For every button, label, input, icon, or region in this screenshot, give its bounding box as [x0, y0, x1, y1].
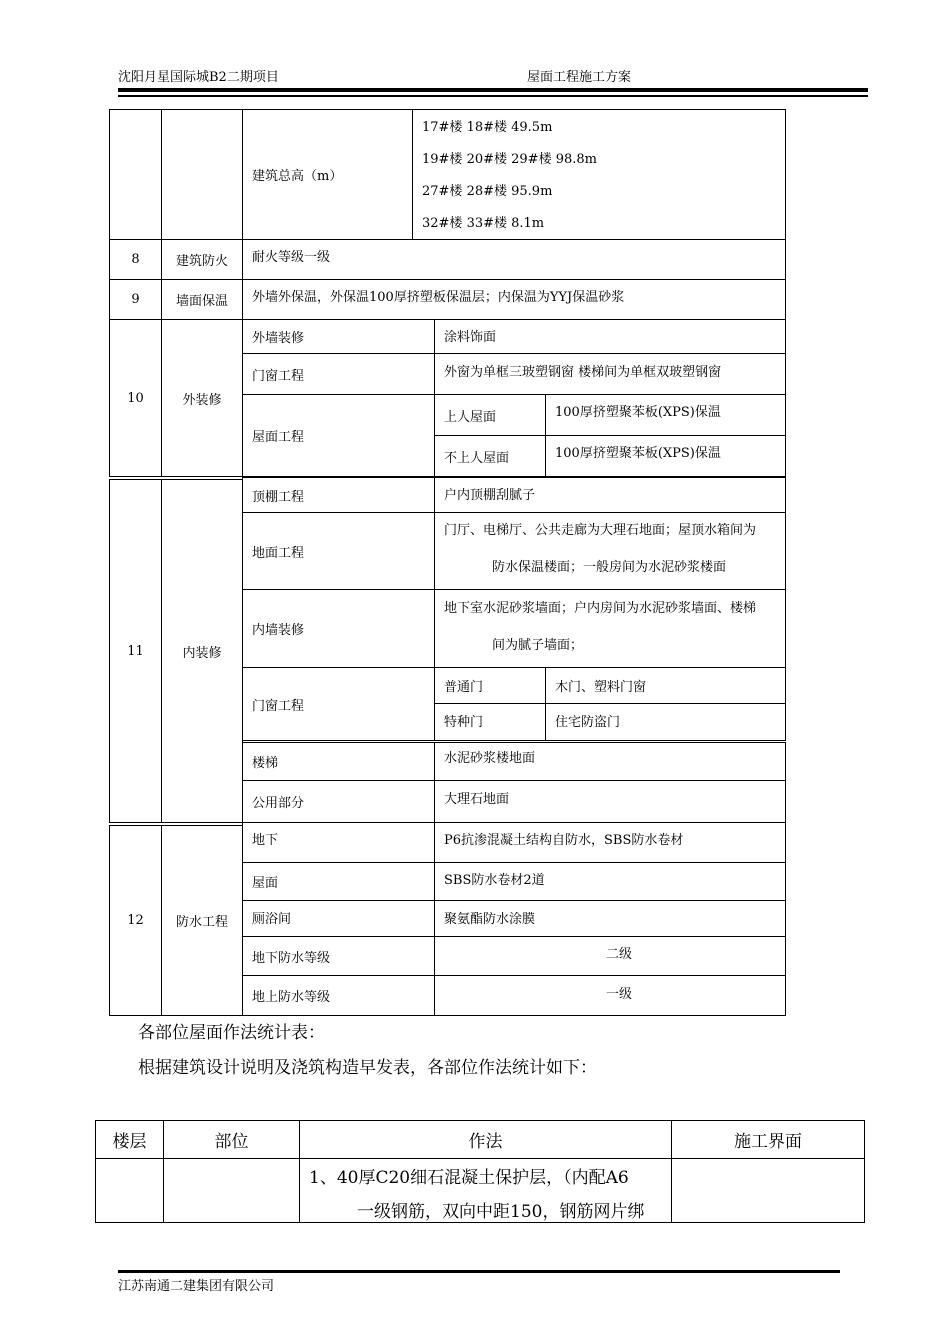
row10-roof-label [242, 394, 435, 477]
row11-door-label [242, 667, 435, 741]
method-line1: 1、40厚C20细石混凝土保护层，（内配A6 [309, 1168, 629, 1188]
row11-innerwall-label-text: 内墙装修 [252, 623, 305, 638]
height-num-cell [109, 109, 162, 240]
row10-window-value [434, 353, 786, 395]
row11-stair-value-text: 水泥砂浆楼地面 [444, 751, 536, 766]
row11-door-normal-label-text: 普通门 [444, 680, 484, 695]
row10-roof-noup-value-text: 100厚挤塑聚苯板(XPS)保温 [555, 446, 721, 461]
row11-innerwall-value [434, 589, 786, 668]
row10-roof-up-value-text: 100厚挤塑聚苯板(XPS)保温 [555, 405, 721, 420]
row11-floor-label [242, 512, 435, 590]
row12-underground-value-text: P6抗渗混凝土结构自防水，SBS防水卷材 [444, 833, 684, 848]
row11-public-label-text: 公用部分 [252, 796, 305, 811]
row10-wall-value [434, 319, 786, 354]
row10-window-value-text: 外窗为单框三玻塑钢窗 楼梯间为单框双玻塑钢窗 [444, 365, 722, 380]
row11-stair-label [242, 742, 435, 781]
row10-roof-noup-label [434, 435, 546, 477]
row11-door-normal-label [434, 667, 546, 704]
row9-num [109, 279, 162, 320]
row10-num-text: 10 [127, 390, 144, 406]
row11-name [161, 479, 243, 823]
row10-name [161, 319, 243, 477]
row12-under-grade-label-text: 地下防水等级 [252, 950, 331, 966]
header-rule-thin [118, 95, 868, 97]
height-value: 17#楼 18#楼 49.5m [422, 120, 553, 135]
row11-floor-value [434, 512, 786, 590]
row11-ceiling-value-text: 户内顶棚刮腻子 [444, 488, 536, 503]
row12-bath-value-text: 聚氨酯防水涂膜 [444, 912, 536, 927]
row11-ceiling-label-text: 顶棚工程 [252, 489, 305, 505]
row8-name-text: 建筑防火 [175, 254, 228, 269]
row12-above-grade-label [242, 975, 435, 1016]
row10-roof-up-value [545, 394, 786, 436]
row10-roof-label-text: 屋面工程 [252, 430, 305, 445]
row12-under-grade-value [434, 936, 786, 976]
row11-floor-line2: 防水保温楼面；一般房间为水泥砂浆楼面 [492, 560, 727, 575]
row11-public-label [242, 780, 435, 823]
row10-name-text: 外装修 [182, 392, 222, 408]
row11-stair-label-text: 楼梯 [252, 756, 279, 771]
row12-above-grade-value-text: 一级 [606, 987, 633, 1002]
height-values-cell [412, 109, 786, 240]
table-cell-part [163, 1158, 300, 1223]
col-header-method-text: 作法 [468, 1132, 503, 1152]
row10-roof-up-label [434, 394, 546, 436]
footer-rule [118, 1270, 840, 1273]
row8-num [109, 239, 162, 280]
height-label: 建筑总高（m） [252, 169, 343, 184]
row9-desc-text: 外墙外保温，外保温100厚挤塑板保温层；内保温为YYJ保温砂浆 [252, 290, 625, 305]
table-cell-method [299, 1158, 672, 1223]
height-value: 32#楼 33#楼 8.1m [422, 216, 545, 231]
row11-innerwall-line1: 地下室水泥砂浆墙面；户内房间为水泥砂浆墙面、楼梯 [444, 601, 757, 616]
row12-under-grade-value-text: 二级 [606, 947, 633, 962]
row11-door-special-label-text: 特种门 [444, 715, 484, 730]
row11-name-text: 内装修 [182, 645, 222, 661]
row12-roof-value [434, 862, 786, 901]
row11-door-normal-value [545, 667, 786, 704]
col-header-interface-text: 施工界面 [734, 1132, 802, 1152]
header-project: 沈阳月星国际城B2二期项目 [118, 70, 279, 85]
row10-wall-label [242, 319, 435, 354]
row10-num [109, 319, 162, 477]
header-doc-title: 屋面工程施工方案 [527, 70, 632, 85]
row12-bath-label-text: 厕浴间 [252, 912, 292, 927]
row11-floor-line1: 门厅、电梯厅、公共走廊为大理石地面；屋顶水箱间为 [444, 523, 757, 538]
method-line2: 一级钢筋，双向中距150，钢筋网片绑 [357, 1202, 645, 1222]
row12-underground-label [242, 822, 435, 863]
row11-door-label-text: 门窗工程 [252, 698, 305, 714]
row11-public-value-text: 大理石地面 [444, 792, 510, 807]
row8-desc [242, 239, 786, 280]
row11-door-normal-value-text: 木门、塑料门窗 [555, 680, 647, 695]
row11-num-text: 11 [127, 643, 144, 659]
row12-roof-value-text: SBS防水卷材2道 [444, 873, 545, 888]
row12-under-grade-label [242, 936, 435, 976]
row9-num-text: 9 [131, 292, 140, 307]
row10-roof-up-label-text: 上人屋面 [444, 409, 497, 425]
row12-underground-value [434, 822, 786, 863]
footer-company: 江苏南通二建集团有限公司 [118, 1279, 275, 1294]
col-header-floor-text: 楼层 [112, 1132, 147, 1152]
row10-roof-noup-value [545, 435, 786, 477]
row9-name [161, 279, 243, 320]
row12-num-text: 12 [127, 913, 144, 928]
section-intro: 根据建筑设计说明及浇筑构造早发表，各部位作法统计如下： [138, 1058, 597, 1078]
col-header-part [163, 1120, 300, 1159]
height-label-cell [242, 109, 413, 240]
col-header-interface [671, 1120, 865, 1159]
row11-public-value [434, 780, 786, 823]
row12-bath-label [242, 900, 435, 937]
row11-door-special-value [545, 703, 786, 741]
col-header-method [299, 1120, 672, 1159]
row11-num [109, 479, 162, 823]
row8-desc-text: 耐火等级一级 [252, 250, 331, 265]
row12-above-grade-value [434, 975, 786, 1016]
row11-stair-value [434, 742, 786, 781]
row12-name [161, 825, 243, 1016]
row9-desc [242, 279, 786, 320]
row11-ceiling-label [242, 477, 435, 513]
row12-bath-value [434, 900, 786, 937]
row11-door-special-value-text: 住宅防盗门 [555, 715, 621, 730]
table-cell-interface [671, 1158, 865, 1223]
col-header-floor [95, 1120, 164, 1159]
row12-name-text: 防水工程 [175, 915, 228, 930]
row12-num [109, 825, 162, 1016]
section-heading: 各部位屋面作法统计表： [138, 1023, 325, 1043]
row9-name-text: 墙面保温 [175, 294, 228, 309]
row8-num-text: 8 [131, 252, 140, 267]
height-value: 27#楼 28#楼 95.9m [422, 184, 553, 199]
row11-door-special-label [434, 703, 546, 741]
col-header-part-text: 部位 [214, 1132, 249, 1152]
row11-innerwall-line2: 间为腻子墙面； [492, 638, 584, 653]
row10-roof-noup-label-text: 不上人屋面 [444, 450, 510, 466]
row12-roof-label [242, 862, 435, 901]
row12-underground-label-text: 地下 [252, 833, 279, 848]
row11-innerwall-label [242, 589, 435, 668]
row10-window-label-text: 门窗工程 [252, 368, 305, 384]
height-value: 19#楼 20#楼 29#楼 98.8m [422, 152, 597, 167]
row10-window-label [242, 353, 435, 395]
table-cell-floor [95, 1158, 164, 1223]
row12-above-grade-label-text: 地上防水等级 [252, 990, 331, 1005]
row8-name [161, 239, 243, 280]
height-name-cell [161, 109, 243, 240]
row10-wall-value-text: 涂料饰面 [444, 330, 497, 345]
row11-ceiling-value [434, 477, 786, 513]
row10-wall-label-text: 外墙装修 [252, 331, 305, 346]
header-rule-thick [118, 88, 868, 92]
row11-floor-label-text: 地面工程 [252, 545, 305, 561]
row12-roof-label-text: 屋面 [252, 876, 279, 891]
